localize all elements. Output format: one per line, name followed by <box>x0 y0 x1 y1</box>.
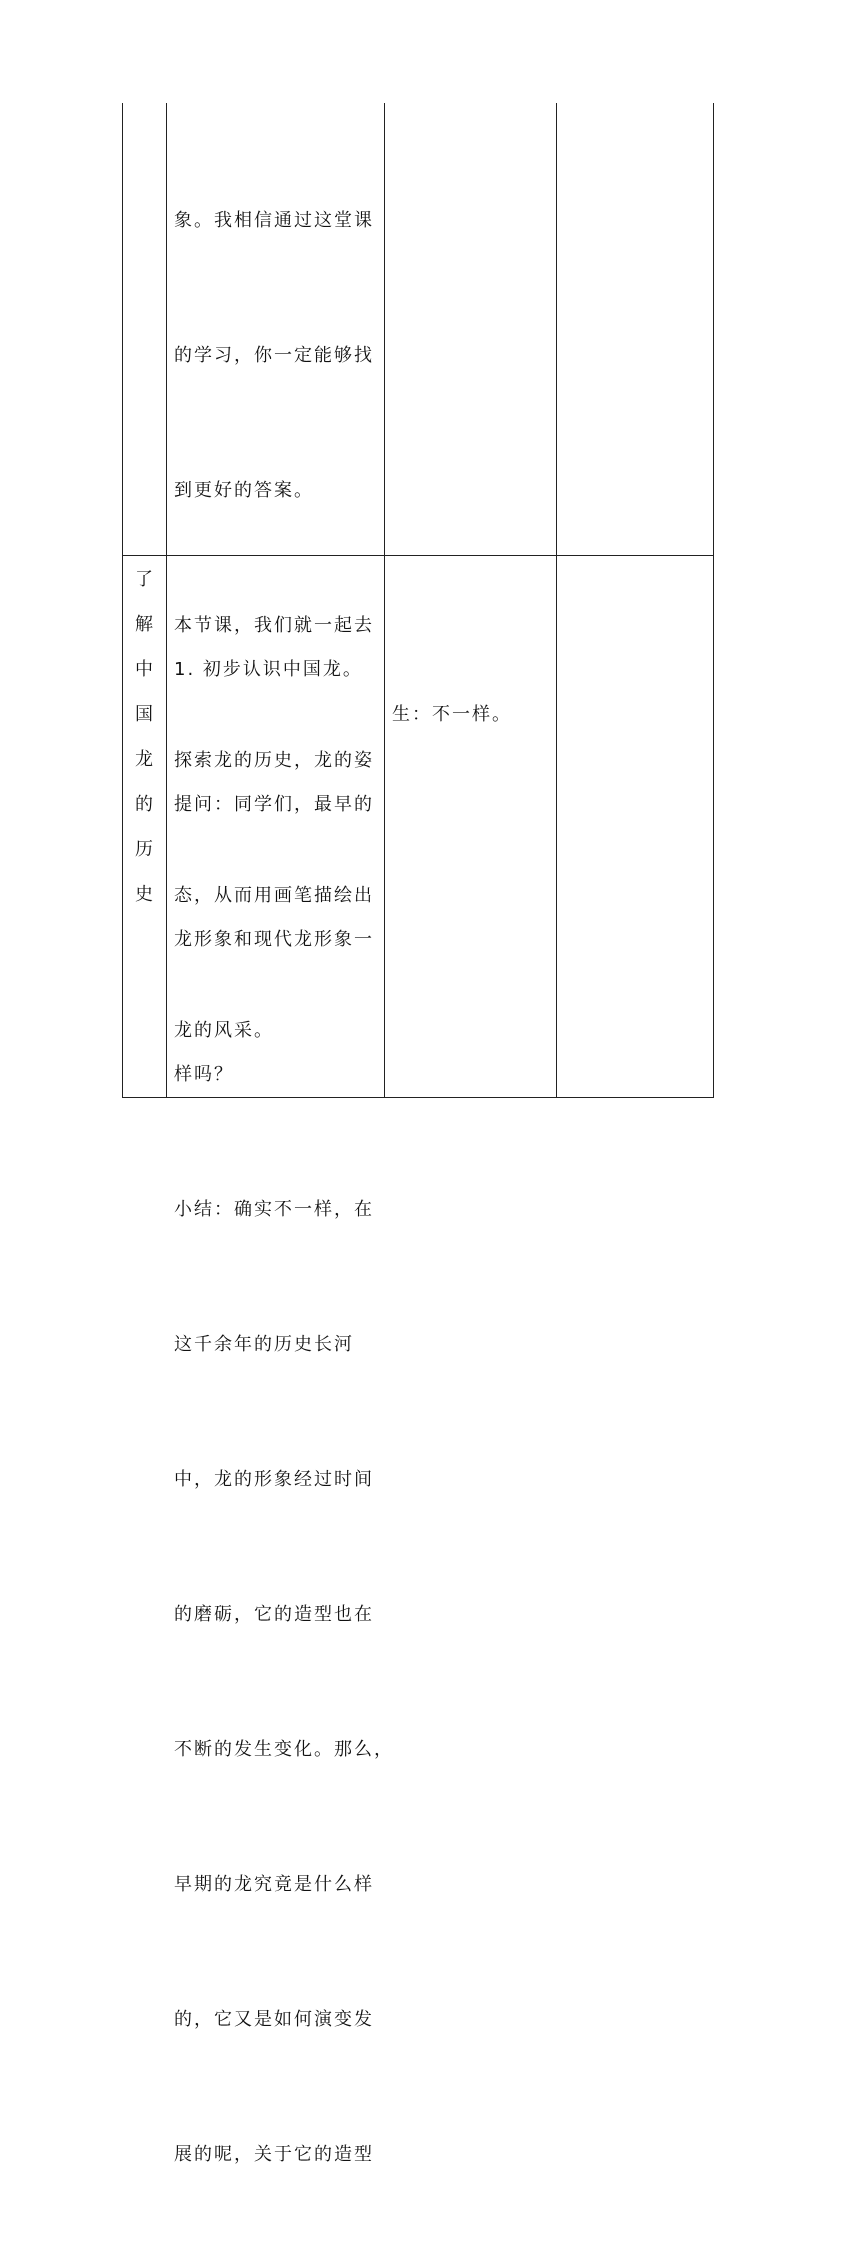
text-line: 提问：同学们，最早的 <box>174 794 374 815</box>
stage-char: 的 <box>135 794 153 815</box>
text-line: 探索龙的历史，龙的姿 <box>174 750 374 771</box>
text-line: 到更好的答案。 <box>174 480 314 501</box>
text-line: 1. 初步认识中国龙。 <box>174 659 363 680</box>
stage-char: 国 <box>135 704 153 725</box>
stage-char: 中 <box>135 659 153 680</box>
text-line: 早期的龙究竟是什么样 <box>174 1874 374 1895</box>
text-line: 样吗？ <box>174 1064 234 1085</box>
column-divider-stage <box>166 103 167 1098</box>
stage-char: 了 <box>135 569 153 590</box>
lesson-plan-table <box>122 103 714 2165</box>
text-line: 的，它又是如何演变发 <box>174 2009 374 2030</box>
text-line: 的磨砺，它的造型也在 <box>174 1604 374 1625</box>
text-line: 龙的风采。 <box>174 1020 274 1041</box>
text-line: 生：不一样。 <box>392 704 512 725</box>
column-divider-student <box>556 103 557 1098</box>
text-line: 中，龙的形象经过时间 <box>174 1469 374 1490</box>
text-line: 这千余年的历史长河 <box>174 1334 354 1355</box>
text-line: 龙形象和现代龙形象一 <box>174 929 374 950</box>
stage-label-cell <box>122 557 166 917</box>
teacher-activity-cell <box>174 557 394 2267</box>
text-line: 象。我相信通过这堂课 <box>174 210 374 231</box>
stage-char: 历 <box>135 839 153 860</box>
student-activity-cell <box>392 602 512 827</box>
text-line: 小结：确实不一样，在 <box>174 1199 374 1220</box>
table-border-right <box>713 103 714 1098</box>
text-line: 本节课，我们就一起去 <box>174 615 374 636</box>
text-line: 展的呢，关于它的造型 <box>174 2144 374 2165</box>
stage-char: 史 <box>135 884 153 905</box>
stage-char: 龙 <box>135 749 153 770</box>
text-line: 的学习，你一定能够找 <box>174 345 374 366</box>
text-line: 不断的发生变化。那么， <box>174 1739 394 1760</box>
stage-char: 解 <box>135 614 153 635</box>
text-line: 态，从而用画笔描绘出 <box>174 885 374 906</box>
